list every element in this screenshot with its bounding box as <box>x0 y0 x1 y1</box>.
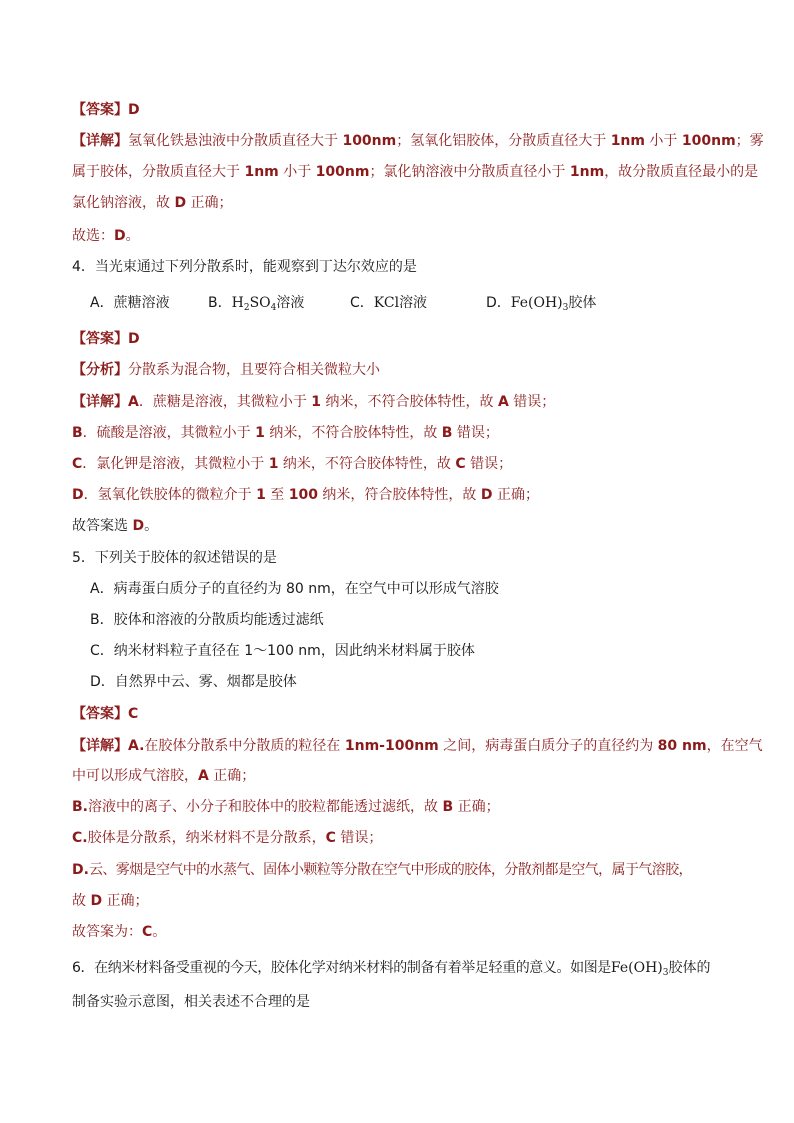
q5-detail-line-6: 故 D 正确； <box>72 893 149 909</box>
q3-detail-line-1: 【详解】氢氧化铁悬浊液中分散质直径大于 100nm；氢氧化铝胶体，分散质直径大于 1nm 小于 100nm；雾 <box>72 133 764 149</box>
q5-detail-line-2: 中可以形成气溶胶，A 正确； <box>72 768 256 784</box>
q4-option-a: A．蔗糖溶液 <box>90 295 170 311</box>
q5-answer: 【答案】C <box>72 706 139 722</box>
q4-options <box>90 293 710 315</box>
q5-option-b: B．胶体和溶液的分散质均能透过滤纸 <box>90 612 324 628</box>
q5-conclusion: 故答案为：C。 <box>72 924 167 940</box>
q3-answer <box>72 100 732 120</box>
q5-detail-line-5: D.云、雾烟是空气中的水蒸气、固体小颗粒等分散在空气中形成的胶体，分散剂都是空气，属于气溶胶， <box>72 862 692 878</box>
q4-conclusion: 故答案选 D。 <box>72 518 159 534</box>
q4-stem: 4．当光束通过下列分散系时，能观察到丁达尔效应的是 <box>72 259 417 275</box>
q5-detail-line-3: B.溶液中的离子、小分子和胶体中的胶粒都能透过滤纸，故 B 正确； <box>72 799 500 815</box>
q4-answer: 【答案】D <box>72 331 140 347</box>
q5-option-d: D．自然界中云、雾、烟都是胶体 <box>90 674 297 690</box>
q5-option-a: A．病毒蛋白质分子的直径约为 80 nm，在空气中可以形成气溶胶 <box>90 581 499 597</box>
q3-detail-line-3: 氯化钠溶液，故 D 正确； <box>72 195 233 211</box>
answer-value: D <box>128 102 140 118</box>
q4-option-b: B．$H_2SO_4$溶液 <box>208 295 305 313</box>
q3-detail-line-2: 属于胶体，分散质直径大于 1nm 小于 100nm；氯化钠溶液中分散质直径小于 1nm，故分散质直径最小的是 <box>72 164 759 180</box>
q5-option-c: C．纳米材料粒子直径在 1～100 nm，因此纳米材料属于胶体 <box>90 643 475 659</box>
q4-detail-c: C．氯化钾是溶液，其微粒小于 1 纳米，不符合胶体特性，故 C 错误； <box>72 456 513 472</box>
q3-conclusion: 故选：D。 <box>72 228 140 244</box>
q4-option-d: D．$Fe(OH)_3$胶体 <box>486 295 597 313</box>
q6-stem-line-2: 制备实验示意图，相关表述不合理的是 <box>72 994 310 1010</box>
q4-detail-a: 【详解】A．蔗糖是溶液，其微粒小于 1 纳米，不符合胶体特性，故 A 错误； <box>72 394 556 410</box>
q5-detail-line-4: C.胶体是分散系，纳米材料不是分散系，C 错误； <box>72 830 383 846</box>
q4-analysis: 【分析】分散系为混合物，且要符合相关微粒大小 <box>72 362 380 378</box>
q4-option-c: C．KCl溶液 <box>350 295 428 311</box>
q4-detail-b: B．硫酸是溶液，其微粒小于 1 纳米，不符合胶体特性，故 B 错误； <box>72 425 499 441</box>
answer-label: 【答案】 <box>72 102 128 118</box>
detail-label: 【详解】 <box>72 133 128 149</box>
q5-stem: 5．下列关于胶体的叙述错误的是 <box>72 550 277 566</box>
q4-detail-d: D．氢氧化铁胶体的微粒介于 1 至 100 纳米，符合胶体特性，故 D 正确； <box>72 487 539 503</box>
q5-detail-line-1: 【详解】A.在胶体分散系中分散质的粒径在 1nm-100nm 之间，病毒蛋白质分子的直径约为 80 nm，在空气 <box>72 738 763 754</box>
q6-stem-line-1: 6．在纳米材料备受重视的今天，胶体化学对纳米材料的制备有着举足轻重的意义。如图是$Fe(OH)_3$胶体的 <box>72 960 711 978</box>
